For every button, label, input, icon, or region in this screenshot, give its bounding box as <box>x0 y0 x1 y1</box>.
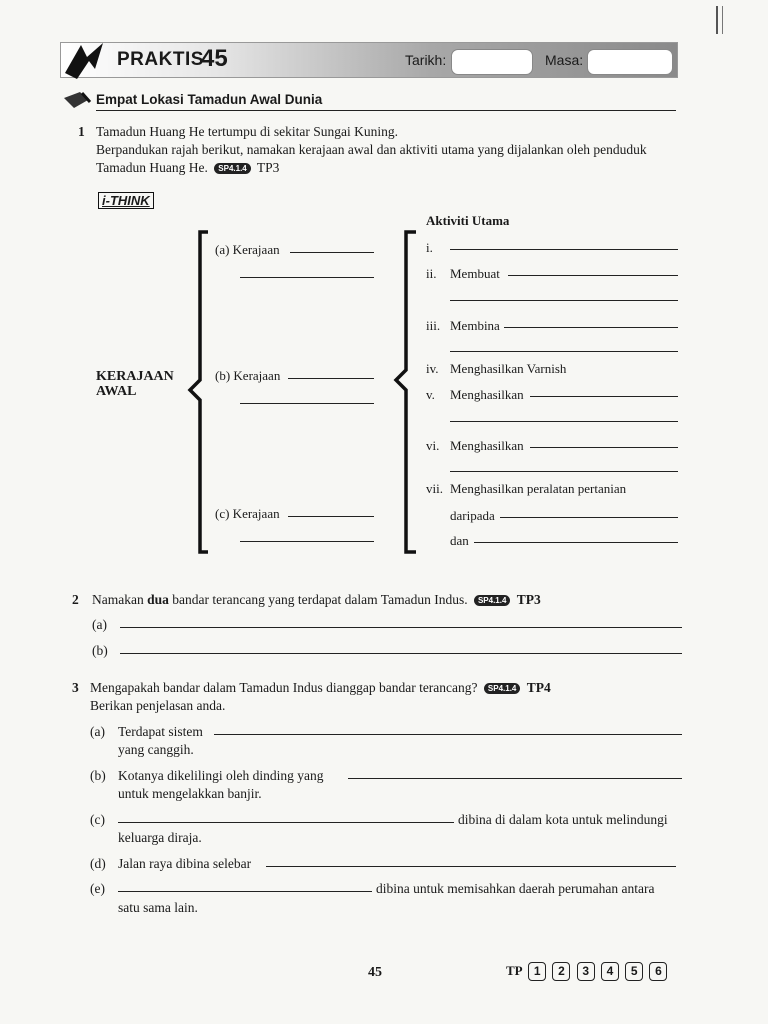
q1-line2: Berpandukan rajah berikut, namakan kerajaan awal dan aktiviti utama yang dijalankan oleh penduduk <box>96 142 647 157</box>
q1-number: 1 <box>78 124 85 139</box>
q2-a-label: (a) <box>92 617 107 632</box>
date-label: Tarikh: <box>405 52 447 68</box>
tp-level-box[interactable]: 6 <box>649 962 667 981</box>
arrow-logo-icon <box>63 39 109 81</box>
act-vii-text: Menghasilkan peralatan pertanian <box>450 481 627 496</box>
act-vii-daripada: daripada <box>450 508 495 523</box>
practice-header <box>60 42 678 78</box>
aktiviti-heading: Aktiviti Utama <box>426 213 510 228</box>
q2-b-line[interactable] <box>120 653 682 654</box>
sp-badge: SP4.1.4 <box>484 683 520 694</box>
praktis-number: 45 <box>201 45 228 72</box>
kerajaan-b-line1[interactable] <box>288 378 374 379</box>
kerajaan-a-line2[interactable] <box>240 277 374 278</box>
center-label-1: KERAJAAN <box>96 369 174 384</box>
page-number: 45 <box>368 965 382 980</box>
q3-d-text: Jalan raya dibina selebar <box>118 856 252 871</box>
act-iv-num: iv. <box>426 361 439 376</box>
act-i-line[interactable] <box>450 249 678 250</box>
act-v-line1[interactable] <box>530 396 678 397</box>
q3-e-text: dibina untuk memisahkan daerah perumahan antara <box>376 881 655 896</box>
act-ii-line2[interactable] <box>450 300 678 301</box>
q3-line1-text: Mengapakah bandar dalam Tamadun Indus dianggap bandar terancang? <box>90 680 478 695</box>
q3-number: 3 <box>72 680 79 695</box>
tp-tag: TP3 <box>256 160 280 175</box>
q3-c-line[interactable] <box>118 822 454 823</box>
act-ii-line1[interactable] <box>508 275 678 276</box>
act-v-line2[interactable] <box>450 421 678 422</box>
kerajaan-c-line2[interactable] <box>240 541 374 542</box>
act-iv-text: Menghasilkan Varnish <box>450 361 567 376</box>
q3-line2: Berikan penjelasan anda. <box>90 698 226 713</box>
q3-e-label: (e) <box>90 881 105 896</box>
tp-level-box[interactable]: 5 <box>625 962 643 981</box>
section-rule <box>96 110 676 111</box>
q1-line3 <box>96 160 279 176</box>
center-label-2: AWAL <box>96 384 137 399</box>
act-iii-num: iii. <box>426 318 441 333</box>
q3-a-line[interactable] <box>214 734 682 735</box>
q3-e-text2: satu sama lain. <box>118 900 198 915</box>
q2-prompt <box>92 592 541 608</box>
section-title: Empat Lokasi Tamadun Awal Dunia <box>96 92 323 107</box>
sp-badge: SP4.1.4 <box>474 595 510 606</box>
act-iii-line2[interactable] <box>450 351 678 352</box>
margin-mark <box>716 6 718 34</box>
kerajaan-a-label: (a) Kerajaan <box>215 242 280 257</box>
time-label: Masa: <box>545 52 584 68</box>
q2-number: 2 <box>72 592 79 607</box>
q1-line3-text: Tamadun Huang He. <box>96 160 208 175</box>
q3-b-line[interactable] <box>348 778 682 779</box>
act-vi-line1[interactable] <box>530 447 678 448</box>
time-field[interactable] <box>587 49 673 75</box>
q3-a-text2: yang canggih. <box>118 742 194 757</box>
q2-bold: dua <box>147 592 169 607</box>
act-i-num: i. <box>426 240 433 255</box>
kerajaan-c-label: (c) Kerajaan <box>215 506 280 521</box>
act-vii-line1[interactable] <box>500 517 678 518</box>
ithink-label: i-THINK <box>98 192 154 209</box>
tp-level-box[interactable]: 4 <box>601 962 619 981</box>
tp-level-box[interactable]: 1 <box>528 962 546 981</box>
q3-d-line[interactable] <box>266 866 676 867</box>
tp-scale-label: TP <box>506 963 522 978</box>
q3-b-text2: untuk mengelakkan banjir. <box>118 786 262 801</box>
act-iii-text: Membina <box>450 318 500 333</box>
kerajaan-b-line2[interactable] <box>240 403 374 404</box>
q2-a-line[interactable] <box>120 627 682 628</box>
kerajaan-c-line1[interactable] <box>288 516 374 517</box>
q3-line1 <box>90 680 551 696</box>
q3-a-label: (a) <box>90 724 105 739</box>
praktis-title: PRAKTIS <box>117 49 204 70</box>
tp-scale <box>506 962 667 981</box>
act-iii-line1[interactable] <box>504 327 678 328</box>
q3-d-label: (d) <box>90 856 106 871</box>
act-v-text: Menghasilkan <box>450 387 524 402</box>
sp-badge: SP4.1.4 <box>214 163 250 174</box>
q2-b-label: (b) <box>92 643 108 658</box>
q2-post: bandar terancang yang terdapat dalam Tamadun Indus. <box>172 592 468 607</box>
q3-e-line[interactable] <box>118 891 372 892</box>
act-vi-line2[interactable] <box>450 471 678 472</box>
q2-pre: Namakan <box>92 592 144 607</box>
tp-level-box[interactable]: 3 <box>577 962 595 981</box>
act-v-num: v. <box>426 387 435 402</box>
q3-c-label: (c) <box>90 812 105 827</box>
date-field[interactable] <box>451 49 533 75</box>
q3-c-text2: keluarga diraja. <box>118 830 202 845</box>
act-ii-num: ii. <box>426 266 437 281</box>
q1-line1: Tamadun Huang He tertumpu di sekitar Sungai Kuning. <box>96 124 398 139</box>
kerajaan-a-line1[interactable] <box>290 252 374 253</box>
q3-b-text: Kotanya dikelilingi oleh dinding yang <box>118 768 324 783</box>
act-vii-num: vii. <box>426 481 443 496</box>
kerajaan-b-label: (b) Kerajaan <box>215 368 281 383</box>
tp-tag: TP3 <box>516 592 541 607</box>
pencil-icon <box>62 90 92 110</box>
q3-a-text: Terdapat sistem <box>118 724 203 739</box>
left-brace <box>184 230 214 556</box>
tp-tag: TP4 <box>526 680 551 695</box>
q3-b-label: (b) <box>90 768 106 783</box>
act-ii-text: Membuat <box>450 266 500 281</box>
act-vii-line2[interactable] <box>474 542 678 543</box>
margin-mark <box>722 6 723 34</box>
act-vi-text: Menghasilkan <box>450 438 524 453</box>
act-vii-dan: dan <box>450 533 469 548</box>
tp-level-box[interactable]: 2 <box>552 962 570 981</box>
right-brace <box>392 230 422 556</box>
q3-c-text: dibina di dalam kota untuk melindungi <box>458 812 668 827</box>
act-vi-num: vi. <box>426 438 440 453</box>
